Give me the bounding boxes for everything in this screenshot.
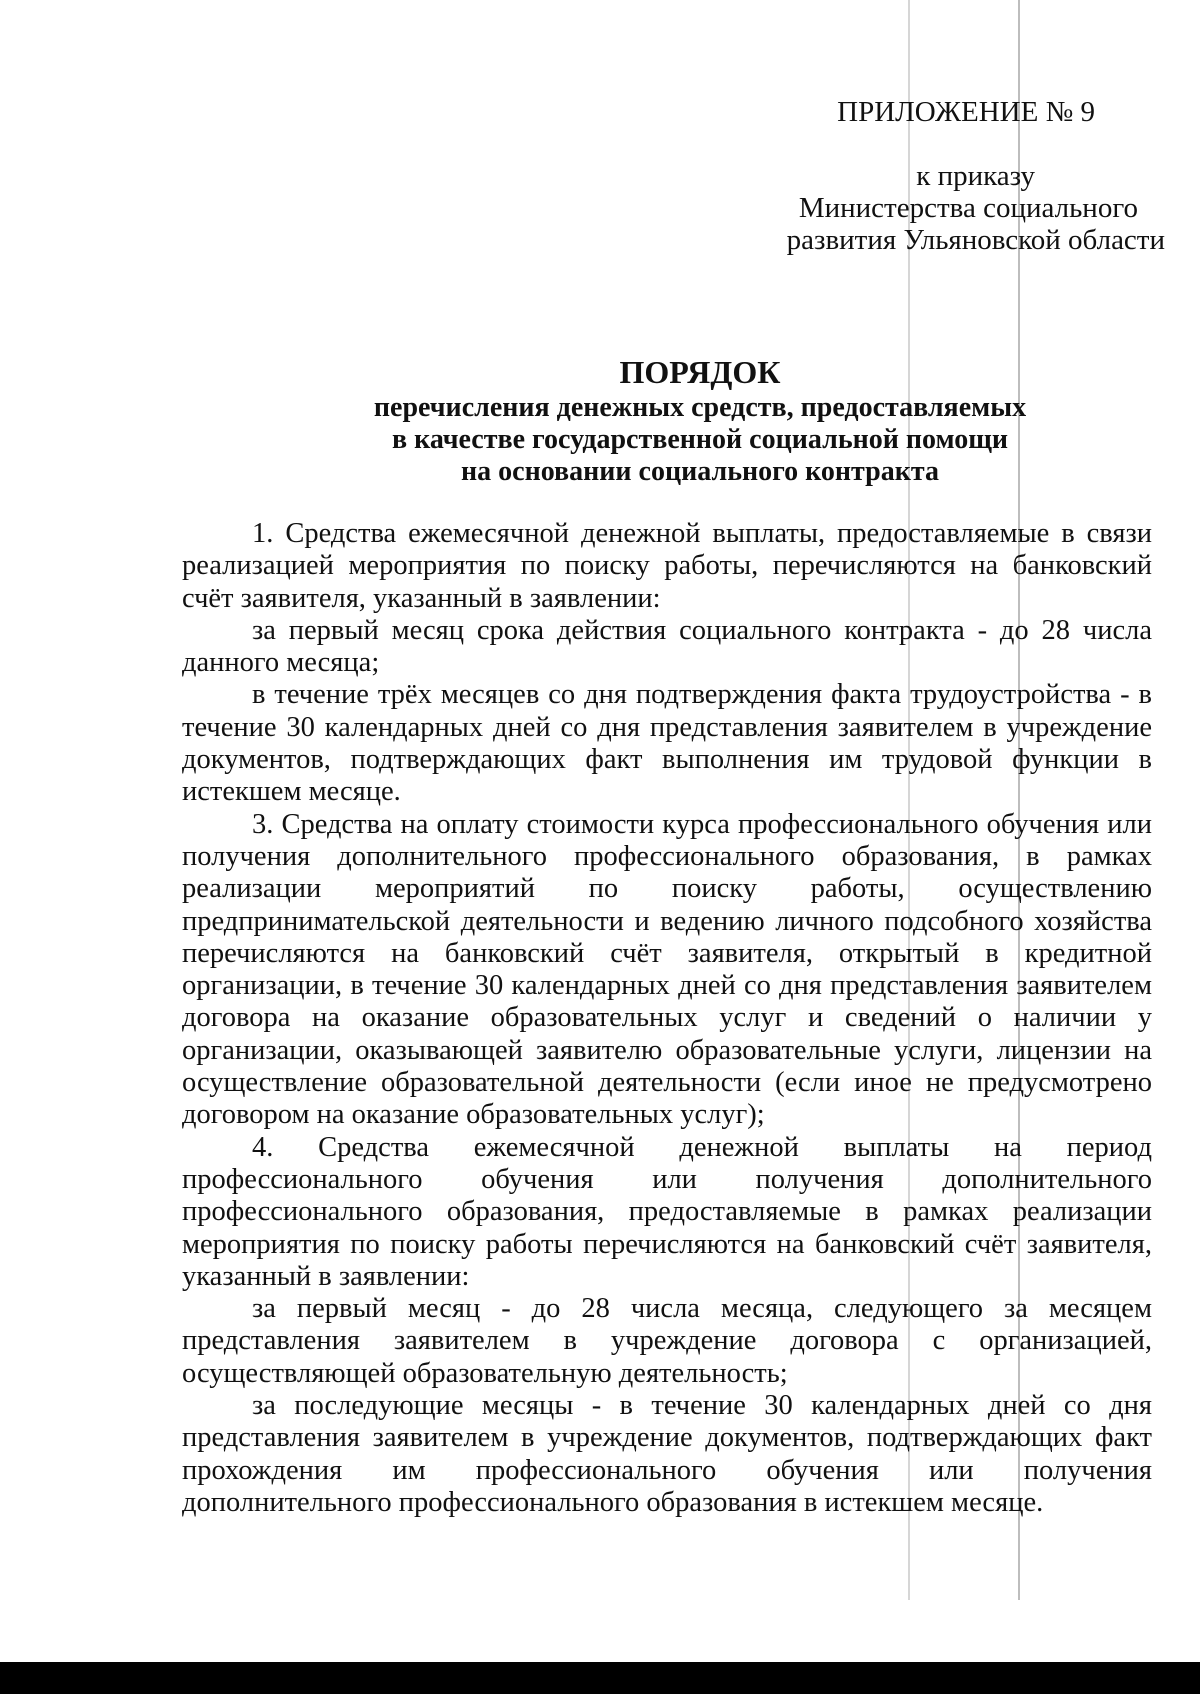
document-title: ПОРЯДОК [619, 354, 781, 390]
document-body [182, 518, 1152, 1519]
paragraph: 3. Средства на оплату стоимости курса профессионального обучения или получения дополнительного профессионального образования, в рамках реализации мероприятий по поиску работы, осуществлению предпринимательской деятельности и ведению личного подсобного хозяйства перечисляются на банковский счёт заявителя, открытый в кредитной организации, в течение 30 календарных дней со дня представления заявителем договора на оказание образовательных услуг и сведений о наличии у организации, оказывающей заявителю образовательные услуги, лицензии на осуществление образовательной деятельности (если иное не предусмотрено договором на оказание образовательных услуг); [182, 808, 1152, 1131]
order-ref-line: Министерства социального [798, 192, 1138, 224]
order-ref-line: развития Ульяновской области [786, 224, 1165, 256]
document-subtitle [300, 392, 1100, 488]
paragraph: 1. Средства ежемесячной денежной выплаты, предоставляемые в связи реализацией мероприятия по поиску работы, перечисляются на банковский счёт заявителя, указанный в заявлении: [182, 518, 1152, 614]
paragraph: за первый месяц - до 28 числа месяца, следующего за месяцем представления заявителем в учреждение договора с организацией, осуществляющей образовательную деятельность; [182, 1293, 1152, 1389]
paragraph: за первый месяц срока действия социального контракта - до 28 числа данного месяца; [182, 614, 1152, 679]
scan-bottom-edge [0, 1662, 1200, 1694]
subtitle-line: перечисления денежных средств, предоставляемых [373, 392, 1027, 423]
order-ref-line: к приказу [916, 160, 1035, 192]
order-reference [700, 160, 1165, 256]
subtitle-line: на основании социального контракта [461, 456, 939, 487]
appendix-label: ПРИЛОЖЕНИЕ № 9 [837, 96, 1095, 128]
paragraph: 4. Средства ежемесячной денежной выплаты на период профессионального обучения или получения дополнительного профессионального образования, предоставляемые в рамках реализации мероприятия по поиску работы перечисляются на банковский счёт заявителя, указанный в заявлении: [182, 1131, 1152, 1292]
paragraph: за последующие месяцы - в течение 30 календарных дней со дня представления заявителем в учреждение документов, подтверждающих факт прохождения им профессионального обучения или получения дополнительного профессионального образования в истекшем месяце. [182, 1390, 1152, 1518]
subtitle-line: в качестве государственной социальной помощи [392, 424, 1008, 455]
paragraph: в течение трёх месяцев со дня подтверждения факта трудоустройства - в течение 30 календарных дней со дня представления заявителем в учреждение документов, подтверждающих факт выполнения им трудовой функции в истекшем месяце. [182, 679, 1152, 808]
